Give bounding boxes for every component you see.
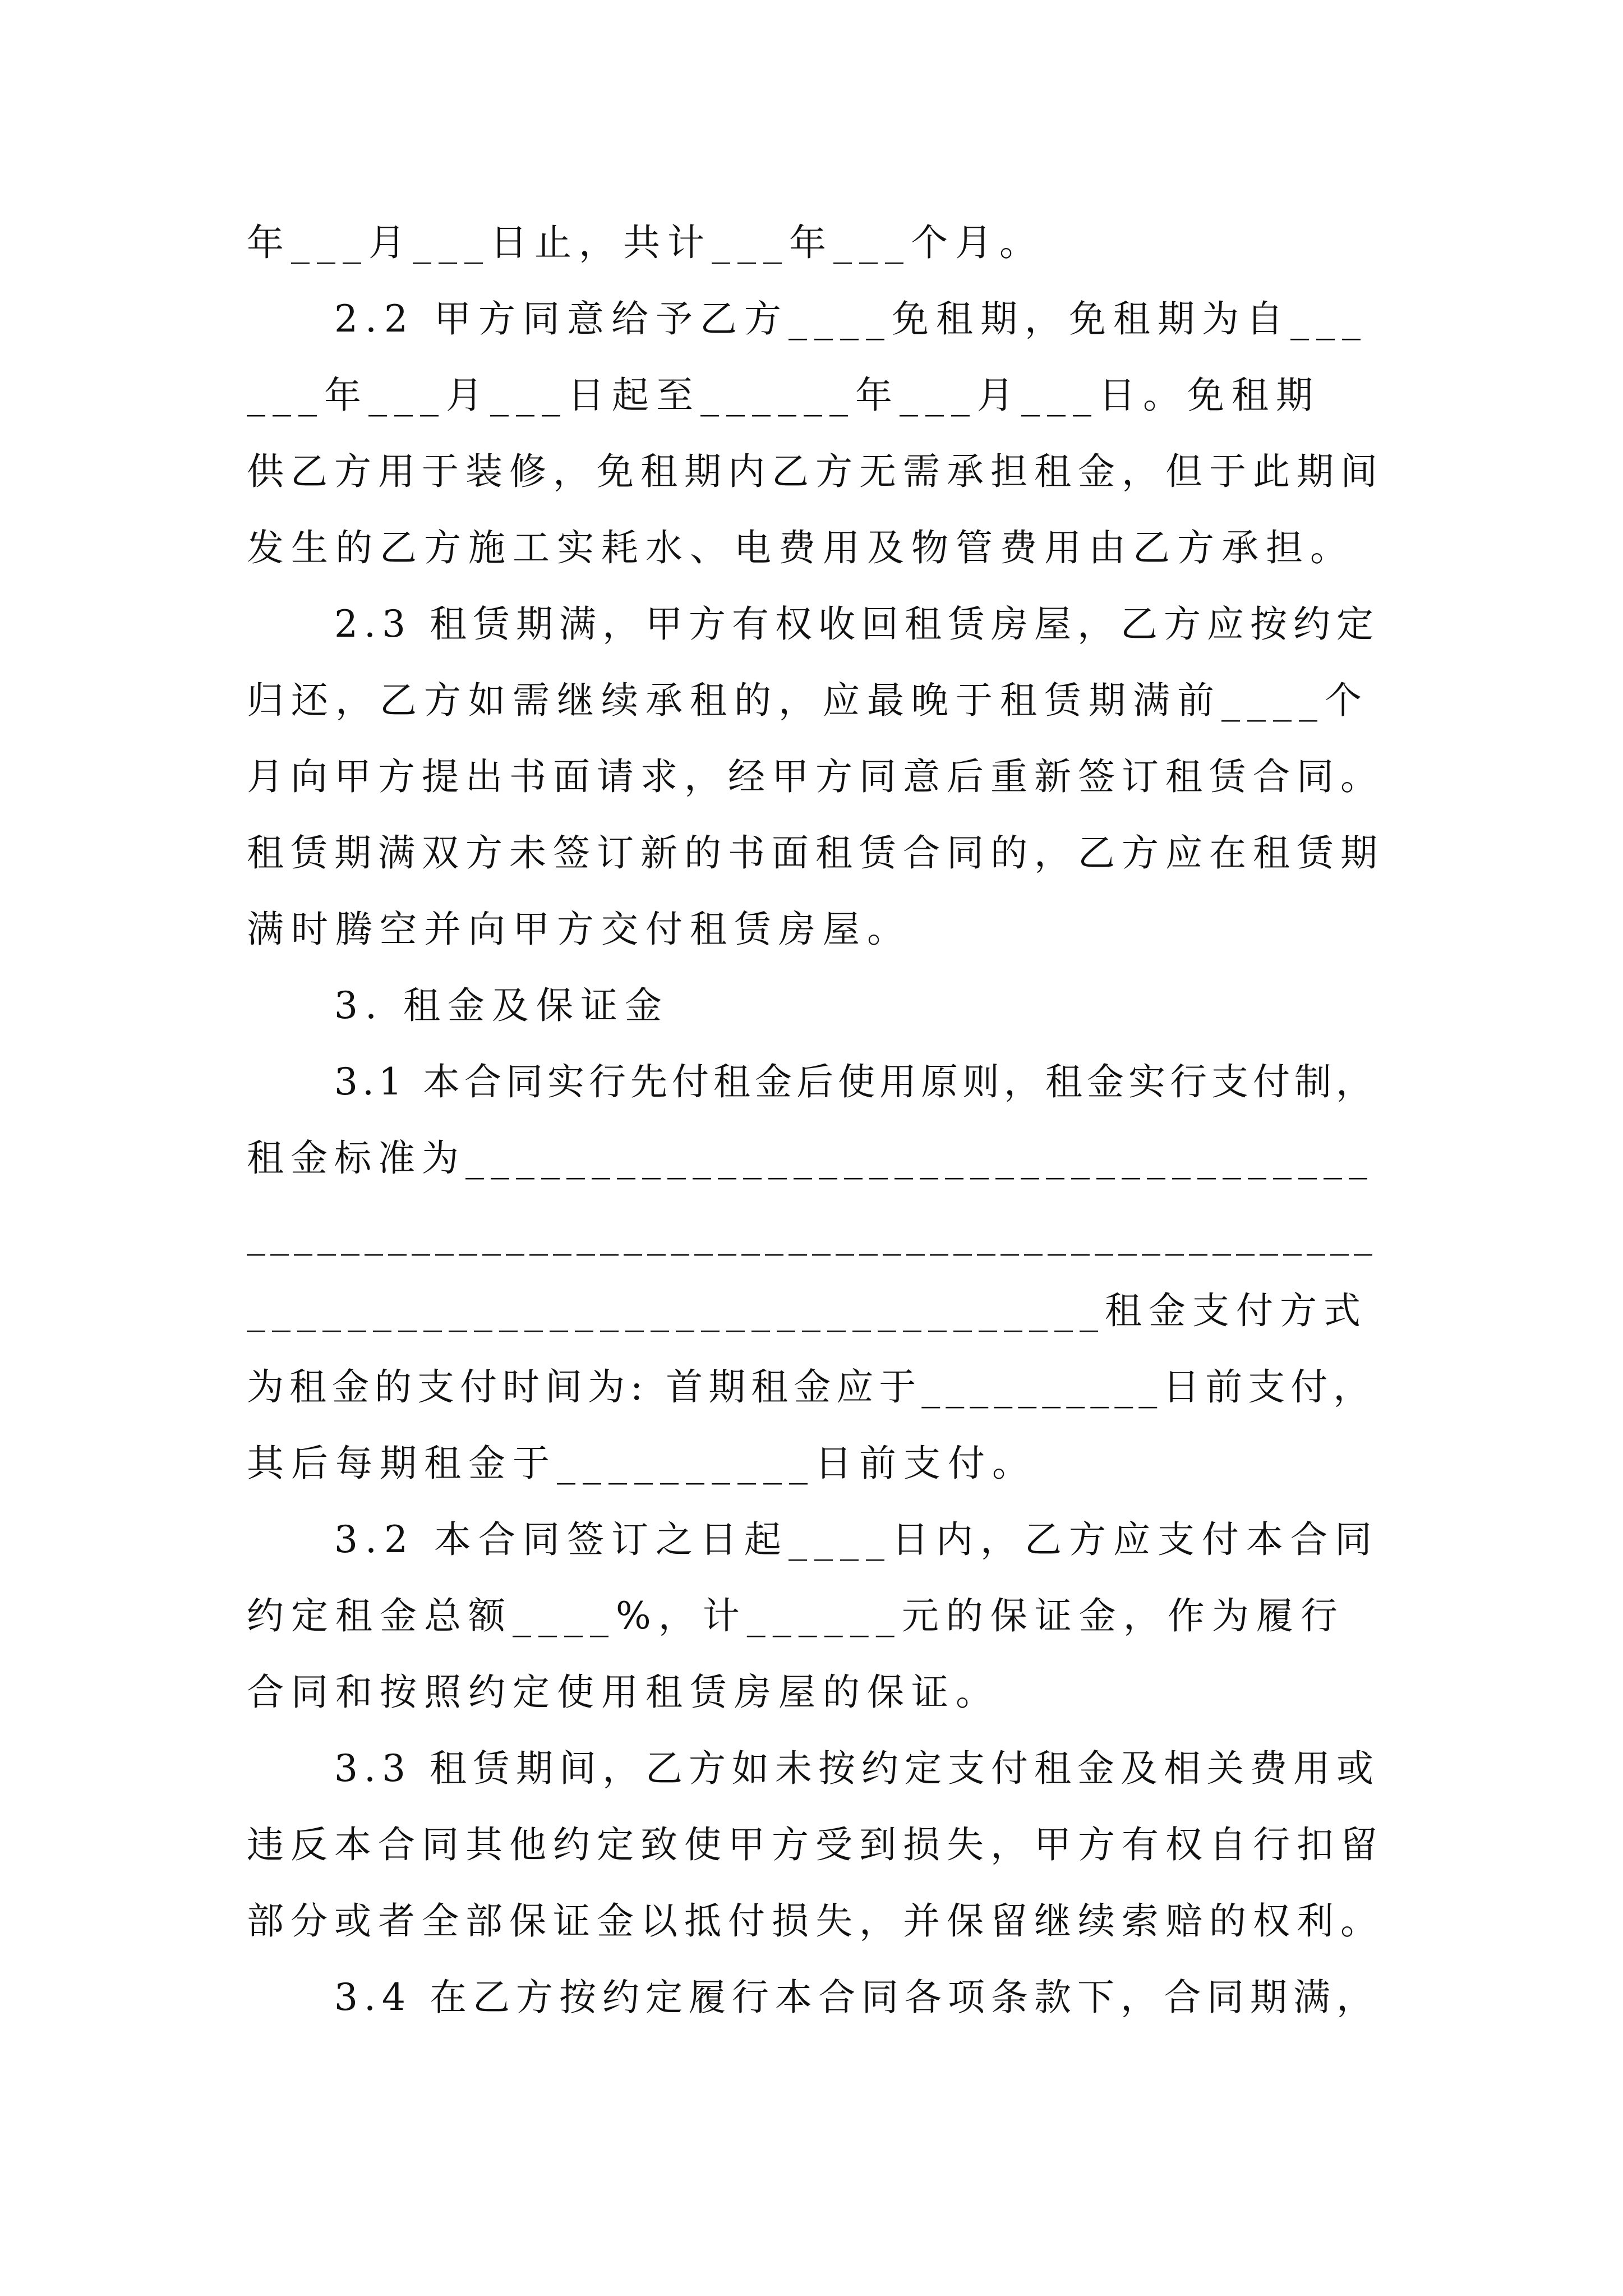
text-line: __________________________________租金支付方式	[247, 1289, 1367, 1332]
text-line: 部分或者全部保证金以抵付损失，并保留继续索赔的权利。	[247, 1899, 1384, 1943]
text-line: 归还，乙方如需继续承租的，应最晚于租赁期满前____个	[247, 679, 1369, 722]
clause-3-2-line: 3.2 本合同签订之日起____日内，乙方应支付本合同	[334, 1518, 1379, 1561]
text-line: ___年___月___日起至______年___月___日。免租期	[247, 374, 1320, 417]
text-line: 租金标准为____________________________________	[247, 1137, 1374, 1180]
text-line: 年___月___日止，共计___年___个月。	[247, 221, 1044, 264]
clause-3-3-line: 3.3 租赁期间，乙方如未按约定支付租金及相关费用或	[334, 1747, 1380, 1790]
text-line: 违反本合同其他约定致使甲方受到损失，甲方有权自行扣留	[247, 1823, 1384, 1866]
blank-fill-line: ________________________________________________	[247, 1213, 1377, 1256]
text-line: 月向甲方提出书面请求，经甲方同意后重新签订租赁合同。	[247, 755, 1384, 798]
text-line: 其后每期租金于__________日前支付。	[247, 1442, 1036, 1485]
text-line: 供乙方用于装修，免租期内乙方无需承担租金，但于此期间	[247, 450, 1384, 493]
clause-2-3-line: 2.3 租赁期满，甲方有权收回租赁房屋，乙方应按约定	[334, 602, 1380, 646]
text-line: 约定租金总额____%，计______元的保证金，作为履行	[247, 1594, 1345, 1637]
clause-3-4-line: 3.4 在乙方按约定履行本合同各项条款下，合同期满，	[334, 1976, 1380, 2019]
text-line: 发生的乙方施工实耗水、电费用及物管费用由乙方承担。	[247, 526, 1354, 569]
clause-2-2-line: 2.2 甲方同意给予乙方____免租期，免租期为自___	[334, 297, 1368, 341]
text-line: 满时腾空并向甲方交付租赁房屋。	[247, 908, 911, 951]
text-line: 为租金的支付时间为: 首期租金应于__________日前支付，	[247, 1365, 1376, 1409]
section-3-heading: 3. 租金及保证金	[334, 984, 669, 1027]
text-line: 租赁期满双方未签订新的书面租赁合同的，乙方应在租赁期	[247, 831, 1384, 875]
text-line: 合同和按照约定使用租赁房屋的保证。	[247, 1671, 1000, 1714]
clause-3-1-line: 3.1 本合同实行先付租金后使用原则，租金实行支付制，	[334, 1060, 1377, 1103]
